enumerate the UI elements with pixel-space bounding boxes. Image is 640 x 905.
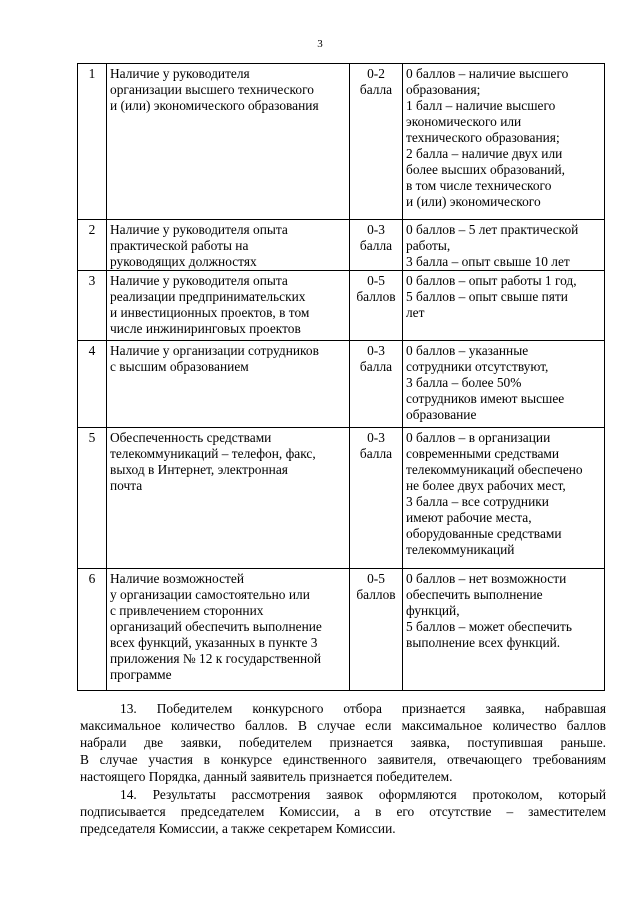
score-description-line: обеспечить выполнение bbox=[406, 587, 543, 602]
score-description-line: функций, bbox=[406, 603, 460, 618]
criterion-line: почта bbox=[110, 478, 143, 493]
criterion-line: руководящих должностях bbox=[110, 254, 257, 269]
criterion-cell bbox=[107, 569, 350, 691]
criterion-line: реализации предпринимательских bbox=[110, 289, 306, 304]
score-description-line: образование bbox=[406, 407, 477, 422]
score-description-line: экономического или bbox=[406, 114, 522, 129]
score-range-cell bbox=[350, 220, 403, 271]
criterion-line: Обеспеченность средствами bbox=[110, 430, 272, 445]
score-description-line: телекоммуникаций обеспечено bbox=[406, 462, 583, 477]
paragraph-line: 13. Победителем конкурсного отбора признается заявка, набравшая bbox=[120, 701, 606, 716]
criterion-line: организаций обеспечить выполнение bbox=[110, 619, 322, 634]
score-description-line: в том числе технического bbox=[406, 178, 552, 193]
score-description-line: более высших образований, bbox=[406, 162, 566, 177]
criterion-cell bbox=[107, 271, 350, 341]
row-number: 5 bbox=[78, 428, 107, 569]
score-description-line: не более двух рабочих мест, bbox=[406, 478, 566, 493]
criterion-line: практической работы на bbox=[110, 238, 249, 253]
score-description-cell bbox=[403, 220, 605, 271]
criterion-line: Наличие у организации сотрудников bbox=[110, 343, 319, 358]
score-range-line: балла bbox=[359, 82, 393, 97]
score-description-line: сотрудники отсутствуют, bbox=[406, 359, 549, 374]
criteria-table bbox=[77, 63, 605, 691]
score-range-line: балла bbox=[359, 359, 393, 374]
row-number: 6 bbox=[78, 569, 107, 691]
score-range-line: 0-3 bbox=[367, 430, 385, 445]
criterion-line: приложения № 12 к государственной bbox=[110, 651, 322, 666]
criterion-line: выход в Интернет, электронная bbox=[110, 462, 288, 477]
score-description-line: 0 баллов – нет возможности bbox=[406, 571, 567, 586]
table-row bbox=[78, 569, 605, 691]
score-description-line: 0 баллов – опыт работы 1 год, bbox=[406, 273, 577, 288]
paragraph-line: подписывается председателем Комиссии, а в его отсутствие – заместителем bbox=[80, 804, 606, 819]
paragraph-line: В случае участия в конкурсе единственного заявителя, отвечающего требованиям bbox=[80, 752, 606, 767]
criterion-line: числе инжиниринговых проектов bbox=[110, 321, 301, 336]
score-description-line: оборудованные средствами bbox=[406, 526, 562, 541]
score-description-line: 2 балла – наличие двух или bbox=[406, 146, 563, 161]
score-range-line: 0-3 bbox=[367, 343, 385, 358]
score-range-cell bbox=[350, 428, 403, 569]
score-description-line: телекоммуникаций bbox=[406, 542, 515, 557]
paragraph-line: максимальное количество баллов. В случае если максимальное количество баллов bbox=[80, 718, 606, 733]
score-description-line: 0 баллов – наличие высшего bbox=[406, 66, 569, 81]
row-number: 4 bbox=[78, 341, 107, 428]
score-range-line: баллов bbox=[356, 289, 396, 304]
score-range-cell bbox=[350, 64, 403, 220]
score-description-line: технического образования; bbox=[406, 130, 560, 145]
row-number: 2 bbox=[78, 220, 107, 271]
criterion-line: у организации самостоятельно или bbox=[110, 587, 310, 602]
score-range-line: 0-2 bbox=[367, 66, 385, 81]
score-description-line: 3 балла – все сотрудники bbox=[406, 494, 549, 509]
score-description-cell bbox=[403, 271, 605, 341]
score-description-line: 0 баллов – указанные bbox=[406, 343, 529, 358]
score-range-line: балла bbox=[359, 238, 393, 253]
score-description-line: 1 балл – наличие высшего bbox=[406, 98, 556, 113]
score-description-line: 3 балла – опыт свыше 10 лет bbox=[406, 254, 570, 269]
score-range-line: 0-3 bbox=[367, 222, 385, 237]
table-row bbox=[78, 271, 605, 341]
row-number: 1 bbox=[78, 64, 107, 220]
score-range-line: 0-5 bbox=[367, 273, 385, 288]
score-description-cell bbox=[403, 341, 605, 428]
score-description-line: 3 балла – более 50% bbox=[406, 375, 522, 390]
criteria-table-body bbox=[78, 64, 605, 691]
score-description-line: имеют рабочие места, bbox=[406, 510, 532, 525]
paragraph-13 bbox=[80, 700, 606, 785]
table-row bbox=[78, 64, 605, 220]
criterion-line: с привлечением сторонних bbox=[110, 603, 264, 618]
criterion-line: программе bbox=[110, 667, 172, 682]
paragraph-line: настоящего Порядка, данный заявитель признается победителем. bbox=[80, 769, 453, 784]
score-description-line: 0 баллов – в организации bbox=[406, 430, 551, 445]
criterion-line: Наличие у руководителя опыта bbox=[110, 273, 288, 288]
score-description-line: выполнение всех функций. bbox=[406, 635, 561, 650]
criterion-line: Наличие у руководителя bbox=[110, 66, 250, 81]
paragraph-line: набрали две заявки, победителем признается заявка, поступившая раньше. bbox=[80, 735, 606, 750]
score-description-line: работы, bbox=[406, 238, 451, 253]
score-range-cell bbox=[350, 271, 403, 341]
score-range-cell bbox=[350, 569, 403, 691]
criterion-line: всех функций, указанных в пункте 3 bbox=[110, 635, 318, 650]
table-row bbox=[78, 341, 605, 428]
score-description-cell bbox=[403, 428, 605, 569]
criterion-cell bbox=[107, 220, 350, 271]
score-range-cell bbox=[350, 341, 403, 428]
score-description-line: и (или) экономического bbox=[406, 194, 541, 209]
criterion-line: организации высшего технического bbox=[110, 82, 314, 97]
criterion-cell bbox=[107, 64, 350, 220]
score-description-cell bbox=[403, 569, 605, 691]
criterion-line: Наличие возможностей bbox=[110, 571, 244, 586]
row-number: 3 bbox=[78, 271, 107, 341]
score-description-line: лет bbox=[406, 305, 425, 320]
score-description-line: сотрудников имеют высшее bbox=[406, 391, 565, 406]
score-range-line: балла bbox=[359, 446, 393, 461]
criterion-cell bbox=[107, 428, 350, 569]
criterion-line: и инвестиционных проектов, в том bbox=[110, 305, 310, 320]
score-description-line: 5 баллов – опыт свыше пяти bbox=[406, 289, 568, 304]
criterion-line: и (или) экономического образования bbox=[110, 98, 319, 113]
table-row bbox=[78, 428, 605, 569]
criterion-line: телекоммуникаций – телефон, факс, bbox=[110, 446, 316, 461]
table-row bbox=[78, 220, 605, 271]
score-range-line: баллов bbox=[356, 587, 396, 602]
score-description-line: 5 баллов – может обеспечить bbox=[406, 619, 572, 634]
score-description-line: 0 баллов – 5 лет практической bbox=[406, 222, 579, 237]
score-description-line: образования; bbox=[406, 82, 481, 97]
criterion-line: с высшим образованием bbox=[110, 359, 249, 374]
criterion-cell bbox=[107, 341, 350, 428]
score-description-cell bbox=[403, 64, 605, 220]
paragraph-line: 14. Результаты рассмотрения заявок оформляются протоколом, который bbox=[120, 787, 606, 802]
criterion-line: Наличие у руководителя опыта bbox=[110, 222, 288, 237]
paragraph-14 bbox=[80, 786, 606, 837]
page-number: 3 bbox=[317, 38, 323, 50]
score-description-line: современными средствами bbox=[406, 446, 560, 461]
score-range-line: 0-5 bbox=[367, 571, 385, 586]
paragraph-line: председателя Комиссии, а также секретарем Комиссии. bbox=[80, 821, 396, 836]
